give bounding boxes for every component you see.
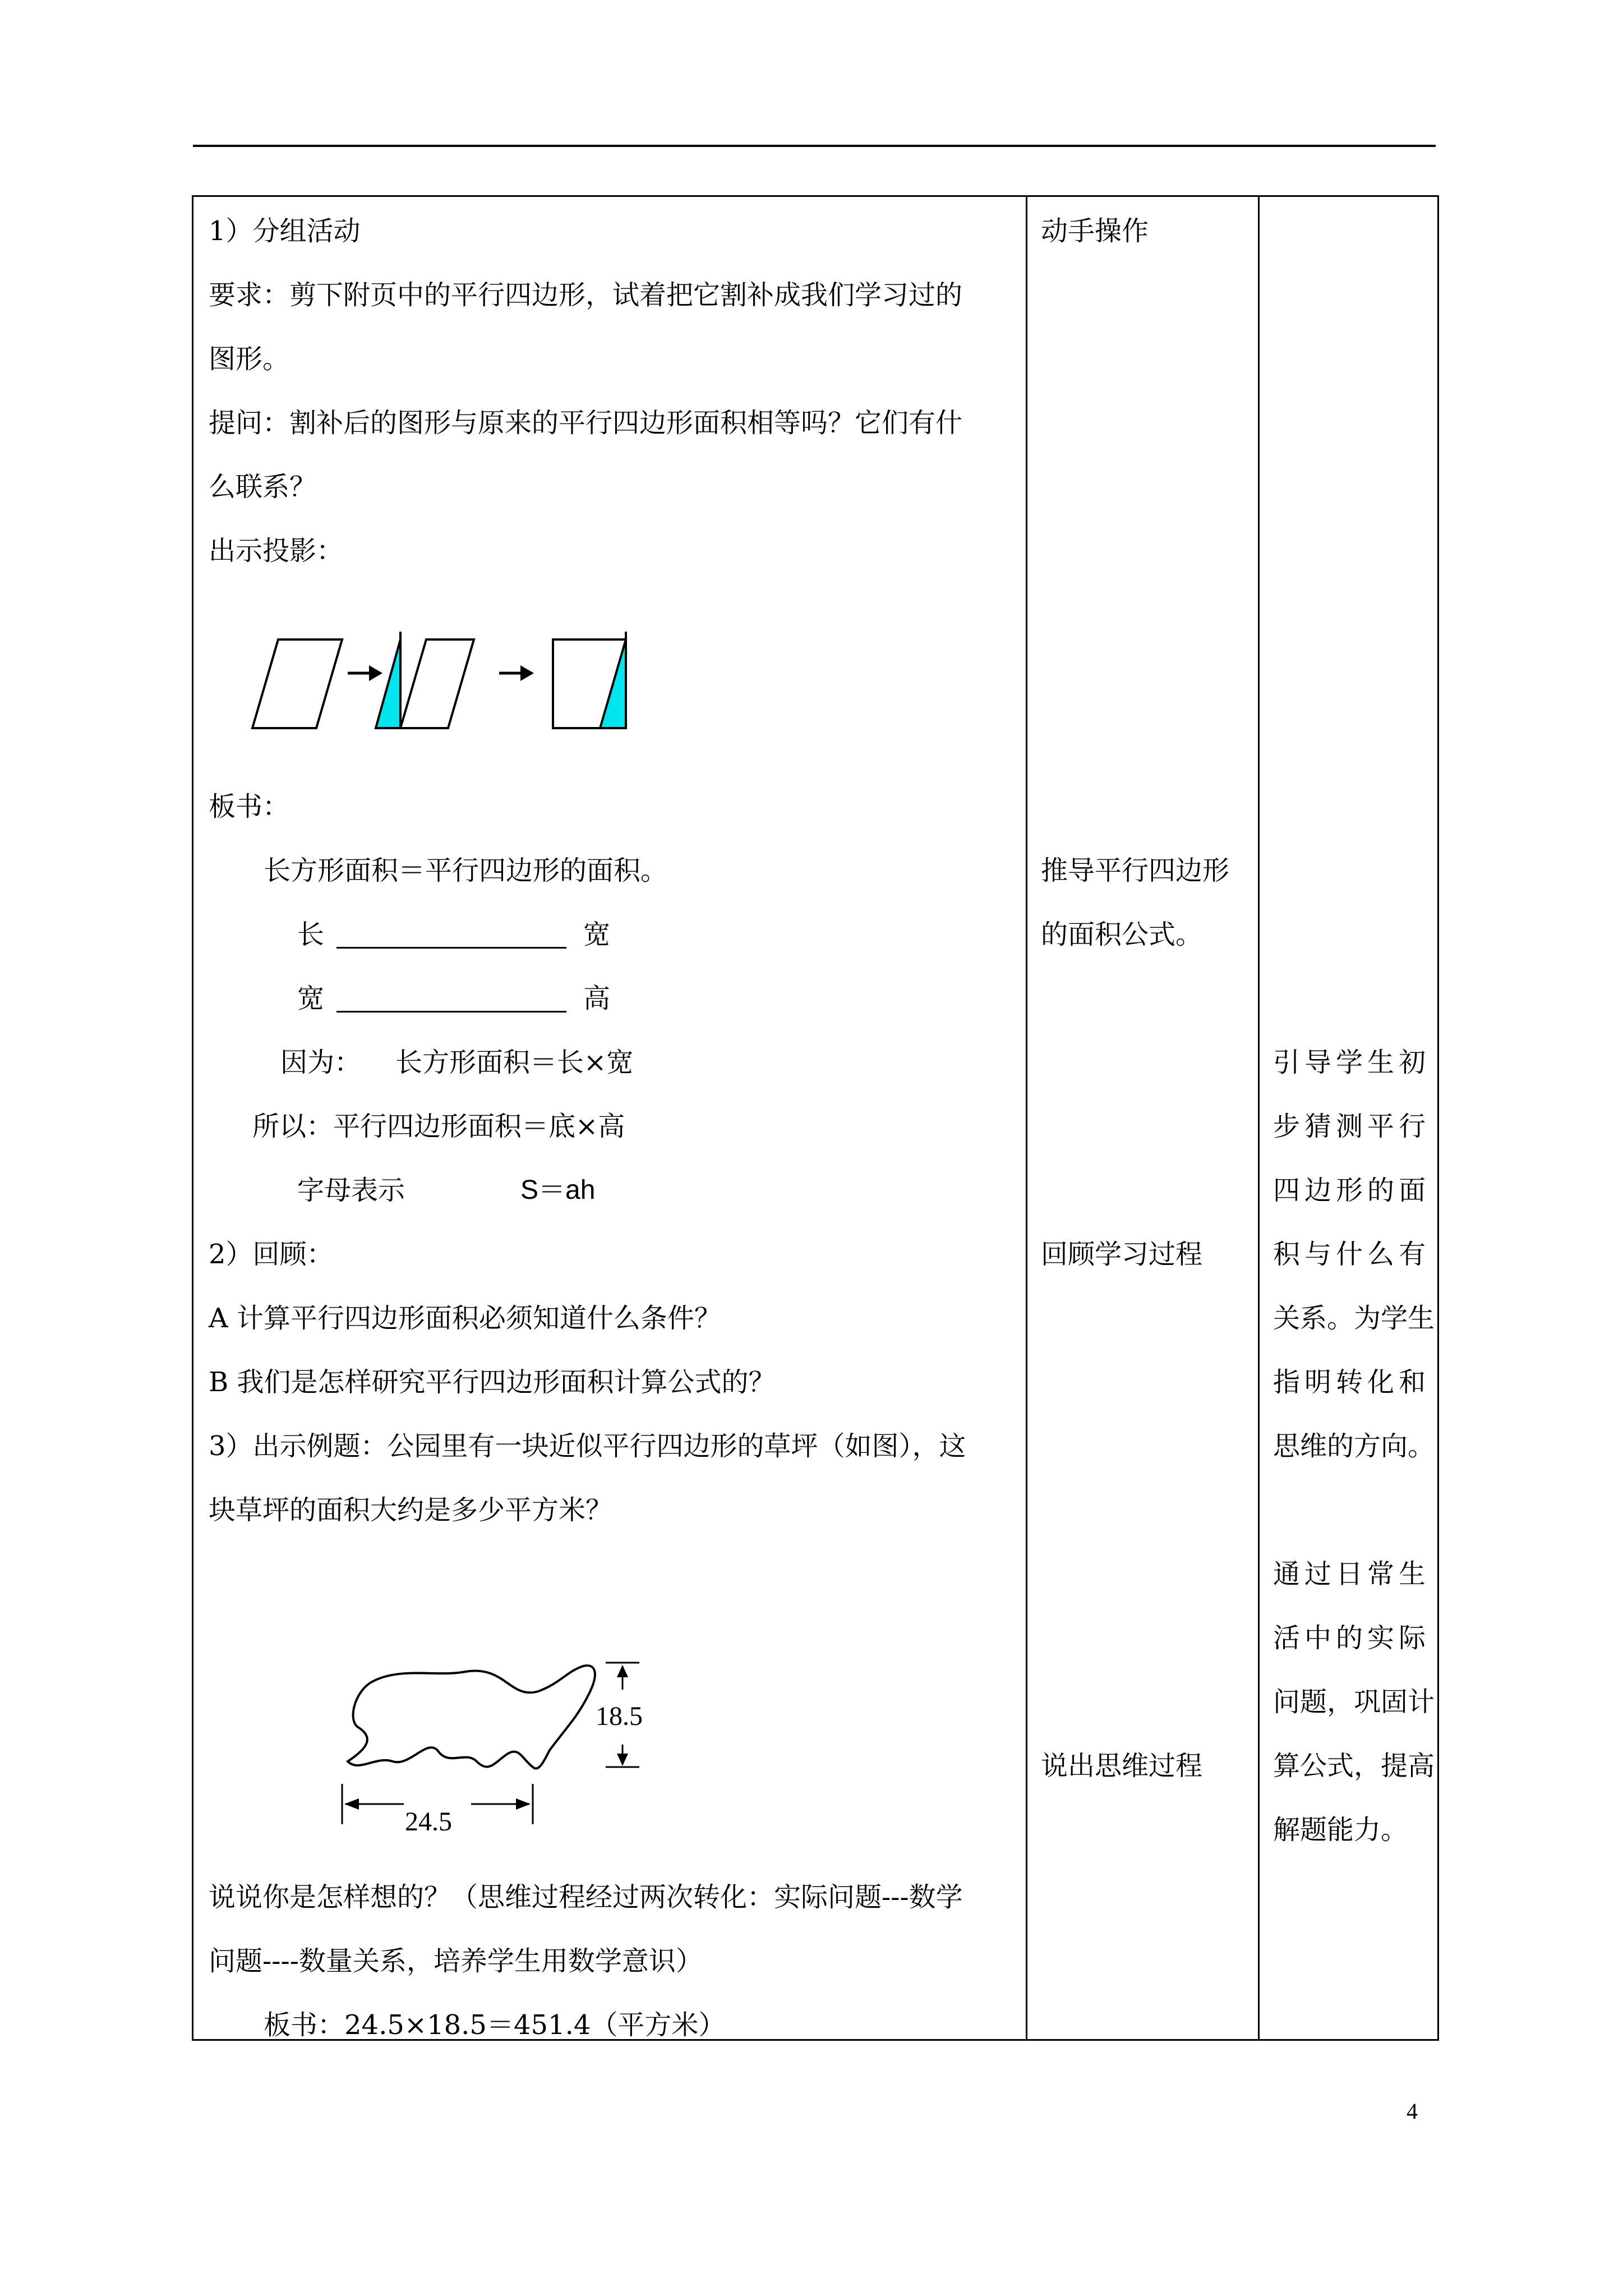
show-projection: 出示投影： (209, 535, 344, 567)
review-process: 回顾学习过程 (1041, 1239, 1203, 1270)
because-line: 因为： 长方形面积＝长×宽 (280, 1047, 634, 1078)
page-number: 4 (1407, 2099, 1418, 2124)
header-rule (193, 145, 1436, 147)
note2-line-4: 算公式，提高 (1273, 1750, 1435, 1782)
correspondence-line (336, 1011, 566, 1013)
length-label: 长 (297, 919, 325, 950)
projection-figure (236, 628, 796, 740)
letter-label: 字母表示 (297, 1175, 405, 1206)
height-arrow-head-top (617, 1665, 628, 1677)
derive-line-1: 推导平行四边形 (1041, 855, 1230, 886)
blackboard-answer: 板书：24.5×18.5＝451.4（平方米） (264, 2009, 726, 2041)
note1-line-6: 指明转化和 (1273, 1366, 1431, 1398)
explain-thinking: 说出思维过程 (1041, 1750, 1203, 1782)
arrow-2-head (520, 665, 534, 681)
group-activity: 1）分组活动 (209, 215, 361, 247)
parallelogram (252, 639, 342, 728)
note1-line-3: 四边形的面 (1273, 1175, 1431, 1206)
lawn-shape (348, 1665, 595, 1769)
base-arrow-head-right (516, 1798, 531, 1810)
hands-on: 动手操作 (1041, 215, 1149, 247)
review-a: A 计算平行四边形面积必须知道什么条件？ (209, 1303, 721, 1334)
width-label-left: 宽 (297, 983, 325, 1014)
cut-triangle-highlight (376, 639, 400, 728)
review-heading: 2）回顾： (209, 1239, 334, 1270)
review-b: B 我们是怎样研究平行四边形面积计算公式的？ (209, 1366, 776, 1398)
rect-equals-parallelogram: 长方形面积＝平行四边形的面积。 (264, 855, 668, 886)
note1-line-5: 关系。为学生 (1273, 1303, 1435, 1334)
width-label-right: 宽 (583, 919, 611, 950)
arrow-1-head (369, 665, 382, 681)
lawn-height-label: 18.5 (596, 1701, 643, 1731)
think-line-2: 问题----数量关系，培养学生用数学意识） (209, 1945, 703, 1977)
correspondence-line (336, 947, 566, 949)
question-line-2: 么联系？ (209, 471, 317, 503)
lawn-figure (325, 1660, 718, 1846)
requirement-line-2: 图形。 (209, 343, 290, 375)
note2-line-1: 通过日常生 (1273, 1558, 1431, 1590)
note2-line-3: 问题，巩固计 (1273, 1686, 1435, 1718)
formula: S＝ah (520, 1175, 596, 1205)
therefore-line: 所以：平行四边形面积＝底×高 (252, 1111, 625, 1142)
note1-line-2: 步猜测平行 (1273, 1111, 1431, 1142)
example-line-1: 3）出示例题：公园里有一块近似平行四边形的草坪（如图），这 (209, 1430, 966, 1462)
note1-line-4: 积与什么有 (1273, 1239, 1431, 1270)
height-label: 高 (583, 983, 611, 1014)
lawn-base-label: 24.5 (405, 1807, 452, 1837)
question-line-1: 提问：割补后的图形与原来的平行四边形面积相等吗？它们有什 (209, 407, 963, 439)
parallelogram-cut (400, 639, 474, 728)
derive-line-2: 的面积公式。 (1041, 919, 1203, 950)
base-arrow-head-left (344, 1798, 359, 1810)
note2-line-2: 活中的实际 (1273, 1622, 1431, 1654)
column-divider (1026, 197, 1027, 2039)
blackboard-label: 板书： (209, 791, 290, 822)
column-divider (1258, 197, 1260, 2039)
note1-line-7: 思维的方向。 (1273, 1430, 1435, 1462)
height-arrow-head-bottom (617, 1754, 628, 1766)
think-line-1: 说说你是怎样想的？（思维过程经过两次转化：实际问题---数学 (209, 1881, 963, 1913)
note1-line-1: 引导学生初 (1273, 1047, 1431, 1078)
example-line-2: 块草坪的面积大约是多少平方米？ (209, 1494, 613, 1526)
requirement-line-1: 要求：剪下附页中的平行四边形，试着把它割补成我们学习过的 (209, 279, 963, 311)
note2-line-5: 解题能力。 (1273, 1814, 1408, 1846)
